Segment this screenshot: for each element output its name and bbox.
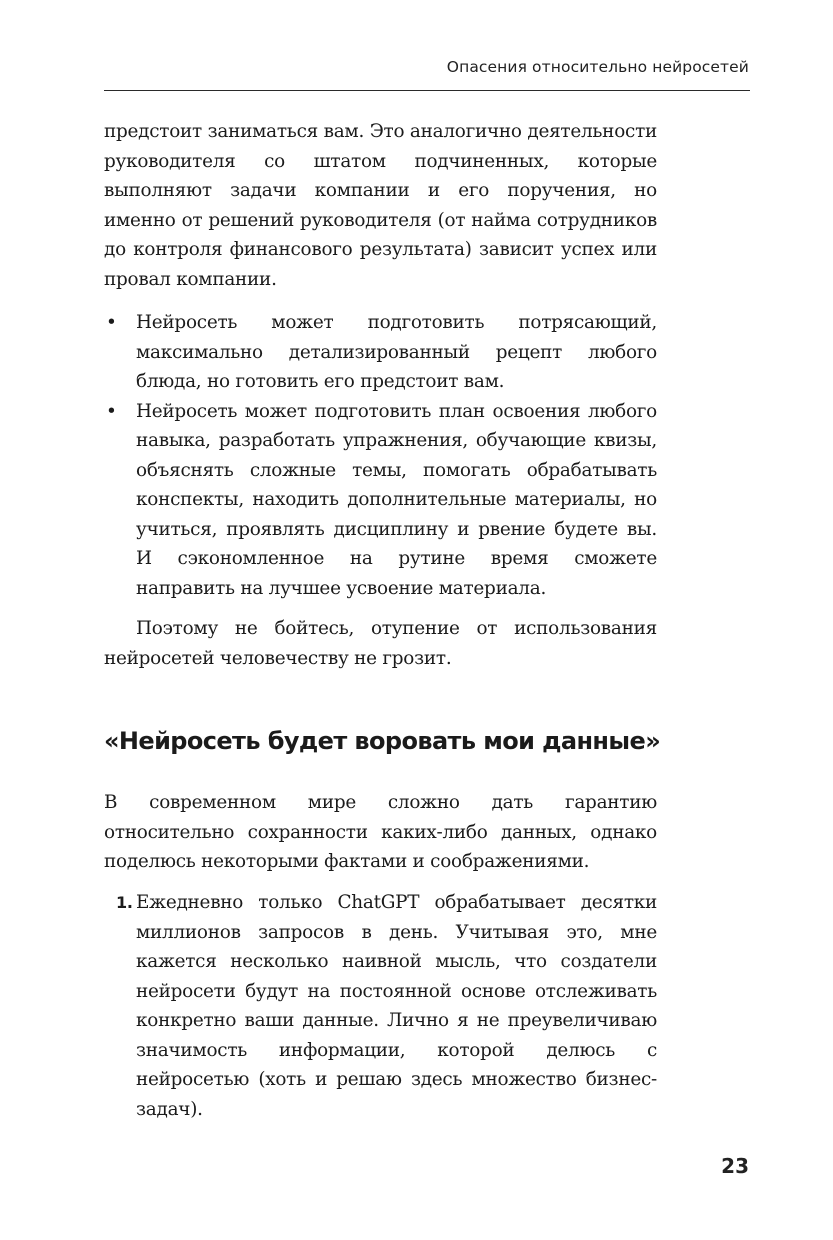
list-number: 1. [116, 893, 133, 912]
page-number: 23 [721, 1154, 749, 1178]
list-item [104, 397, 657, 604]
running-header: Опасения относительно нейросетей [446, 58, 749, 76]
section-heading: «Нейросеть будет воровать мои данные» [104, 727, 661, 755]
numbered-list [104, 888, 657, 1124]
list-item [104, 888, 657, 1124]
list-item [104, 308, 657, 397]
bullet-icon: • [106, 312, 117, 333]
header-rule [104, 90, 750, 91]
paragraph-continued: предстоит заниматься вам. Это аналогично деятельности руководителя со штатом подчиненных, которые выполняют задачи компании и его поручения, но именно от решений руководителя (от найма сотрудников до контроля финансового результата) зависит успех или провал компании. [104, 121, 657, 290]
bullet-text: Нейросеть может подготовить потрясающий, максимально детализированный рецепт любого блюда, но готовить его предстоит вам. [136, 312, 657, 392]
bullet-icon: • [106, 400, 117, 422]
bullet-list [104, 308, 657, 603]
conclusion-paragraph: Поэтому не бойтесь, отупение от использования нейросетей человечеству не грозит. [104, 618, 657, 669]
numbered-item-text: Ежедневно только ChatGPT обрабатывает десятки миллионов запросов в день. Учитывая это, мне кажется несколько наивной мысль, что создатели нейросети будут на постоянной основе отслеживать конкретно ваши данные. Лично я не преувеличиваю значимость информации, которой делюсь с нейросетью (хоть и решаю здесь множество бизнес-задач). [136, 892, 657, 1120]
bullet-text: Нейросеть может подготовить план освоения любого навыка, разработать упражнения, обучающие квизы, объяснять сложные темы, помогать обрабатывать конспекты, находить дополнительные материалы, но учиться, проявлять дисциплину и рвение будете вы. И сэкономленное на рутине время сможете направить на лучшее усвоение материала. [136, 400, 657, 599]
section-intro: В современном мире сложно дать гарантию относительно сохранности каких-либо данных, однако поделюсь некоторыми фактами и соображениями. [104, 792, 657, 872]
